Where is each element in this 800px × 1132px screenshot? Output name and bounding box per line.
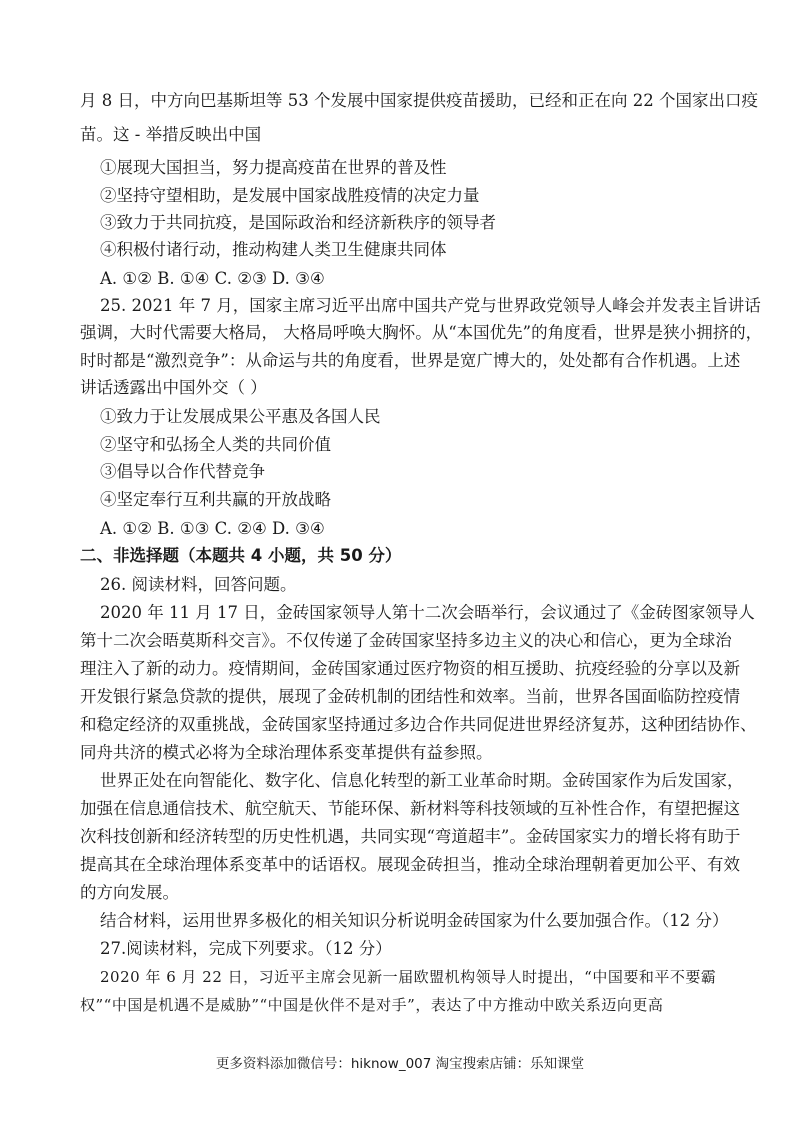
q26-material-line: 第十二次会晤莫斯科交言》。不仅传递了金砖国家坚持多边主义的决心和信心，更为全球治: [80, 631, 732, 650]
q24-option: ④积极付诸行动，推动构建人类卫生健康共同体: [100, 240, 447, 259]
q25-stem-line: 讲话透露出中国外交（ ）: [80, 378, 267, 397]
q26-material-line: 次科技创新和经济转型的历史性机遇，共同实现“弯道超丰”。金砖国家实力的增长将有助于: [80, 827, 741, 846]
q26-material-line: 的方向发展。: [80, 883, 179, 902]
q26-material-line: 加强在信息通信技术、航空航天、节能环保、新材料等科技领域的互补性合作，有望把握这: [80, 799, 740, 818]
q25-stem-line: 时时都是“激烈竞争”：从命运与共的角度看，世界是宽广博大的，处处都有合作机遇。上述: [80, 351, 741, 370]
q26-material-line: 理注入了新的动力。疫情期间，金砖国家通过医疗物资的相互援助、抗疫经验的分享以及新: [80, 659, 740, 678]
q24-stem-line: 月 8 日，中方向巴基斯坦等 53 个发展中国家提供疫苗援助，已经和正在向 22 个国家出口疫: [80, 91, 758, 110]
q26-material-line: 世界正处在向智能化、数字化、信息化转型的新工业革命时期。金砖国家作为后发国家，: [100, 771, 744, 790]
q25-choices: A. ①② B. ①③ C. ②④ D. ③④: [100, 519, 325, 538]
q25-option: ②坚守和弘扬全人类的共同价值: [100, 435, 331, 454]
q26-material-line: 提高其在全球治理体系变革中的话语权。展现金砖担当，推动全球治理朝着更加公平、有效: [80, 855, 740, 874]
q24-stem-line: 苗。这 - 举措反映出中国: [80, 125, 262, 144]
q24-option: ②坚持守望相助，是发展中国家战胜疫情的决定力量: [100, 186, 480, 205]
q27-title: 27.阅读材料，完成下列要求。（12 分）: [100, 939, 392, 958]
q27-material-line: 2020 年 6 月 22 日，习近平主席会见新一届欧盟机构领导人时提出，“中国要和平不要霸: [100, 968, 717, 986]
q24-option: ①展现大国担当，努力提高疫苗在世界的普及性: [100, 158, 447, 177]
q24-option: ③致力于共同抗疫，是国际政治和经济新秩序的领导者: [100, 213, 496, 232]
q25-option: ③倡导以合作代替竞争: [100, 462, 265, 481]
q26-material-line: 和稳定经济的双重挑战，金砖国家坚持通过多边合作共同促进世界经济复苏，这种团结协作、: [80, 715, 757, 734]
q26-material-line: 同舟共济的模式必将为全球治理体系变革提供有益参照。: [80, 743, 493, 762]
q25-option: ④坚定奉行互利共赢的开放战略: [100, 490, 331, 509]
q25-stem-line: 强调，大时代需要大格局， 大格局呼唤大胸怀。从“本国优先”的角度看，世界是狭小拥挤的，: [80, 323, 763, 342]
q27-material-line: 权”“中国是机遇不是威胁”“中国是伙伴不是对手”，表达了中方推动中欧关系迈向更高: [80, 996, 664, 1014]
q24-choices: A. ①② B. ①④ C. ②③ D. ③④: [100, 269, 325, 288]
q26-question: 结合材料，运用世界多极化的相关知识分析说明金砖国家为什么要加强合作。（12 分）: [100, 911, 729, 930]
q26-material-line: 2020 年 11 月 17 日，金砖国家领导人第十二次会晤举行，会议通过了《金砖图家领导人: [100, 603, 755, 622]
q26-title: 26. 阅读材料，回答问题。: [100, 575, 297, 594]
footer-ad-text: 更多资料添加微信号：hiknow_007 淘宝搜索店铺：乐知课堂: [215, 1056, 585, 1072]
section-heading: 二、非选择题（本题共 4 小题，共 50 分）: [80, 546, 402, 565]
q26-material-line: 开发银行紧急贷款的提供，展现了金砖机制的团结性和效率。当前，世界各国面临防控疫情: [80, 687, 740, 706]
q25-option: ①致力于让发展成果公平惠及各国人民: [100, 407, 381, 426]
q25-stem-line: 25. 2021 年 7 月，国家主席习近平出席中国共产党与世界政党领导人峰会并发表主旨讲话: [100, 296, 761, 315]
